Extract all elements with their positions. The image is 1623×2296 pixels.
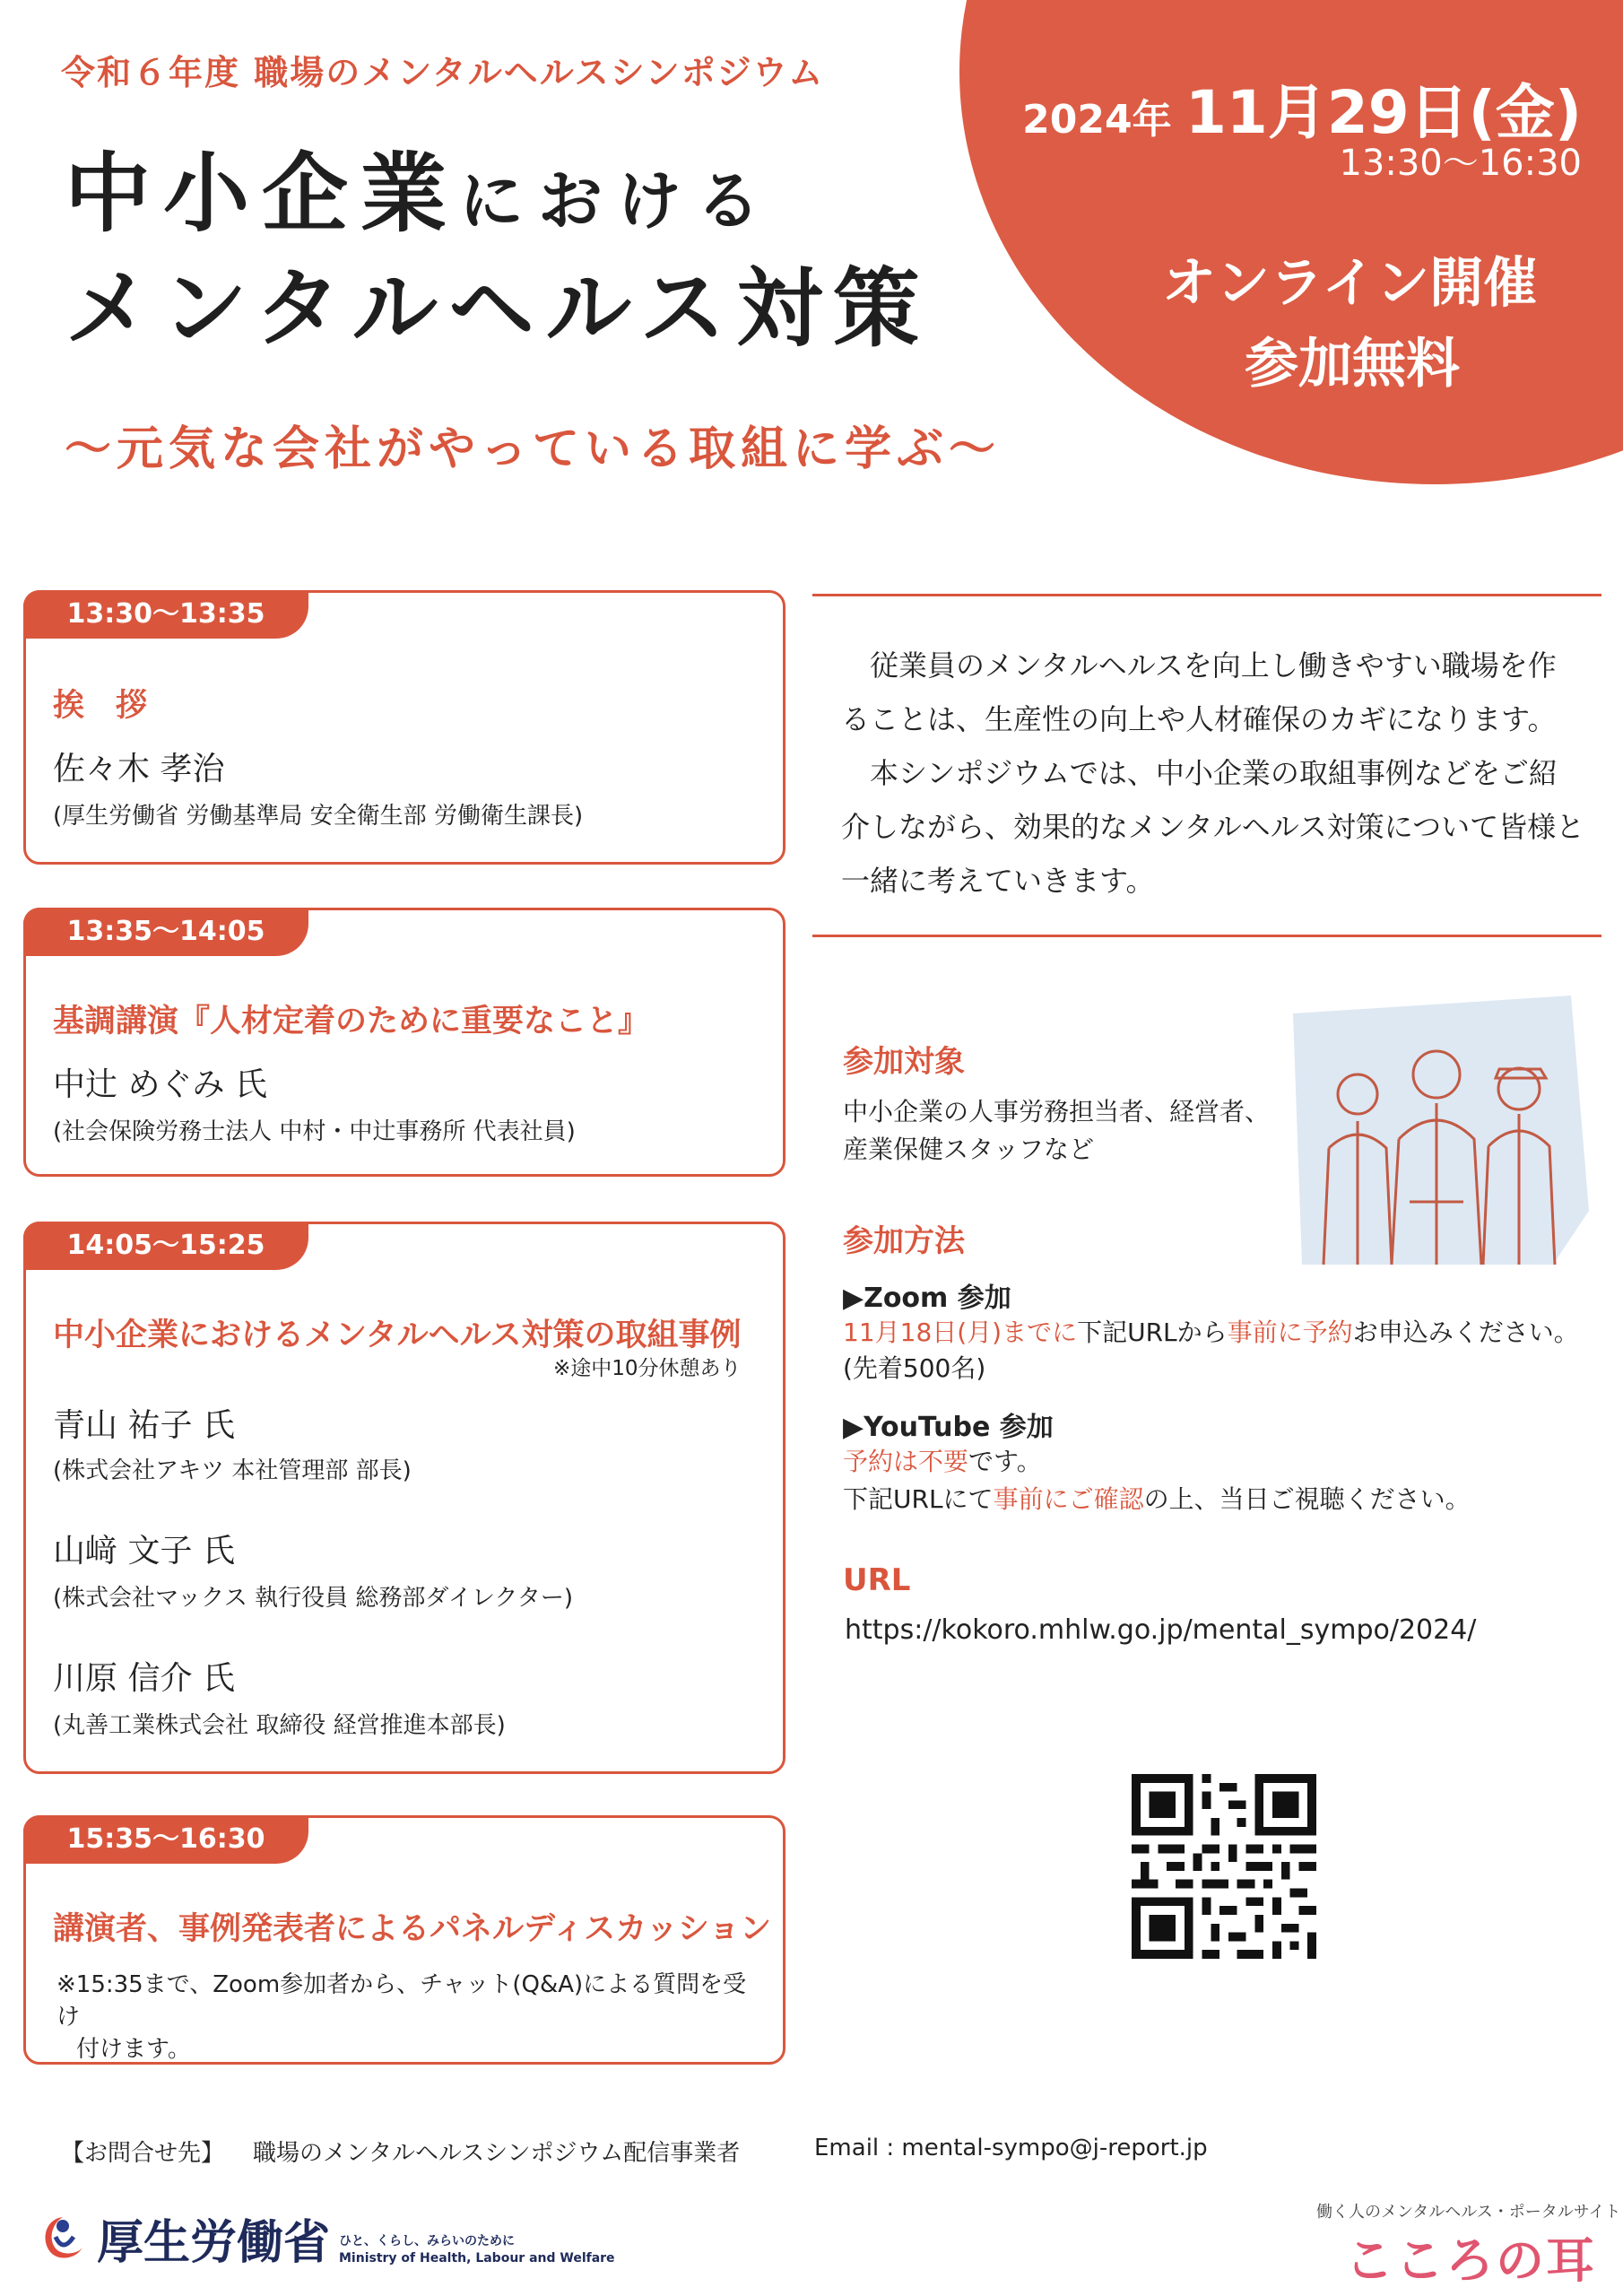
- speaker-affiliation: (丸善工業株式会社 取締役 経営推進本部長): [53, 1712, 506, 1739]
- program-time: 15:35〜16:30: [23, 1815, 308, 1864]
- panel-note-line-2: 付けます。: [76, 2036, 191, 2063]
- method-heading: 参加方法: [843, 1223, 965, 1259]
- divider-bottom: [812, 935, 1601, 937]
- portal-tagline: 働く人のメンタルヘルス・ポータルサイト: [1316, 2203, 1621, 2222]
- panel-note-line-1: ※15:35まで、Zoom参加者から、チャット(Q&A)による質問を受け: [56, 1971, 747, 2031]
- speaker-affiliation: (株式会社マックス 執行役員 総務部ダイレクター): [53, 1585, 573, 1612]
- title-part-a: 中小企業: [65, 144, 459, 244]
- speaker-affiliation: (社会保険労務士法人 中村・中辻事務所 代表社員): [53, 1118, 576, 1145]
- program-heading: 挨 拶: [53, 688, 148, 724]
- program-item-keynote: [23, 908, 785, 1177]
- program-item-case-studies: [23, 1222, 785, 1774]
- intro-line: 一緒に考えていきます。: [841, 864, 1155, 898]
- ministry-tagline-jp: ひと、くらし、みらいのために: [339, 2234, 515, 2248]
- youtube-label: ▶YouTube 参加: [843, 1412, 1054, 1443]
- divider-top: [812, 594, 1601, 596]
- intro-line: 介しながら、効果的なメンタルヘルス対策について皆様と: [841, 810, 1585, 844]
- youtube-no-reserve-line: [843, 1444, 1042, 1480]
- event-fee: 参加無料: [1245, 333, 1460, 396]
- youtube-confirm: 事前にご確認: [993, 1484, 1144, 1514]
- zoom-end: お申込みください。: [1352, 1318, 1579, 1347]
- speaker-name: 川原 信介 氏: [53, 1660, 235, 1697]
- intro-line: ることは、生産性の向上や人材確保のカギになります。: [841, 702, 1557, 736]
- date-year: 2024年: [1022, 97, 1172, 143]
- speaker-name: 青山 祐子 氏: [53, 1407, 235, 1444]
- program-item-panel: [23, 1815, 785, 2065]
- event-format: オンライン開催: [1162, 252, 1538, 315]
- intro-line: 従業員のメンタルヘルスを向上し働きやすい職場を作: [870, 648, 1557, 683]
- speaker-name: 中辻 めぐみ 氏: [53, 1066, 267, 1103]
- speaker-affiliation: (厚生労働省 労働基準局 安全衛生部 労働衛生課長): [53, 803, 584, 830]
- zoom-capacity: (先着500名): [843, 1353, 986, 1383]
- intro-line: 本シンポジウムでは、中小企業の取組事例などをご紹: [870, 756, 1558, 790]
- youtube-instructions: [843, 1482, 1471, 1518]
- contact-label: 【お問合せ先】: [61, 2140, 225, 2167]
- audience-line-1: 中小企業の人事労務担当者、経営者、: [843, 1097, 1271, 1126]
- program-item-opening: [23, 590, 785, 865]
- mhlw-logo-icon: [36, 2210, 90, 2264]
- zoom-mid: 下記URLから: [1077, 1318, 1228, 1347]
- date-month-day: 11月29日: [1185, 78, 1469, 147]
- program-time: 13:35〜14:05: [23, 908, 308, 956]
- speaker-name: 山﨑 文子 氏: [53, 1533, 235, 1570]
- youtube-desu: です。: [968, 1447, 1042, 1476]
- url-heading: URL: [843, 1562, 911, 1598]
- ministry-name: 厚生労働省: [97, 2216, 331, 2270]
- program-time: 14:05〜15:25: [23, 1222, 308, 1270]
- title-line-2: メンタルヘルス対策: [65, 258, 931, 359]
- zoom-deadline: 11月18日(月)までに: [843, 1318, 1078, 1347]
- qr-code-icon[interactable]: [1132, 1774, 1316, 1959]
- speaker-name: 佐々木 孝治: [53, 751, 225, 787]
- intro-text: [841, 639, 1585, 908]
- date-weekday: (金): [1468, 78, 1582, 147]
- panel-note: [56, 1969, 765, 2066]
- zoom-label: ▶Zoom 参加: [843, 1283, 1011, 1314]
- speaker-affiliation: (株式会社アキツ 本社管理部 部長): [53, 1457, 412, 1484]
- youtube-end: の上、当日ご視聴ください。: [1143, 1484, 1471, 1514]
- symposium-subtitle: 令和６年度 職場のメンタルヘルスシンポジウム: [61, 53, 825, 92]
- zoom-reserve: 事前に予約: [1227, 1318, 1353, 1347]
- ministry-tagline-en: Ministry of Health, Labour and Welfare: [339, 2251, 615, 2266]
- workers-illustration: [1284, 996, 1589, 1274]
- event-time: 13:30〜16:30: [1339, 143, 1582, 184]
- program-heading: 講演者、事例発表者によるパネルディスカッション: [53, 1911, 772, 1947]
- title-part-b: における: [459, 163, 776, 239]
- symposium-url[interactable]: https://kokoro.mhlw.go.jp/mental_sympo/2024/: [845, 1614, 1477, 1646]
- zoom-instructions: [843, 1315, 1579, 1351]
- contact-organization: 職場のメンタルヘルスシンポジウム配信事業者: [253, 2140, 741, 2167]
- program-time: 13:30〜13:35: [23, 590, 308, 639]
- audience-line-2: 産業保健スタッフなど: [843, 1135, 1095, 1164]
- program-heading: 基調講演『人材定着のために重要なこと』: [53, 1004, 650, 1039]
- title-line-1: [65, 126, 775, 248]
- tagline: 〜元気な会社がやっている取組に学ぶ〜: [65, 422, 1002, 476]
- youtube-pre: 下記URLにて: [843, 1484, 994, 1514]
- portal-name[interactable]: こころの耳: [1345, 2232, 1596, 2289]
- youtube-no-reserve: 予約は不要: [843, 1447, 969, 1476]
- contact-email[interactable]: Email : mental-sympo@j-report.jp: [814, 2135, 1208, 2161]
- program-heading: 中小企業におけるメンタルヘルス対策の取組事例: [53, 1318, 742, 1353]
- audience-heading: 参加対象: [843, 1044, 965, 1080]
- break-note: ※途中10分休憩あり: [553, 1357, 742, 1380]
